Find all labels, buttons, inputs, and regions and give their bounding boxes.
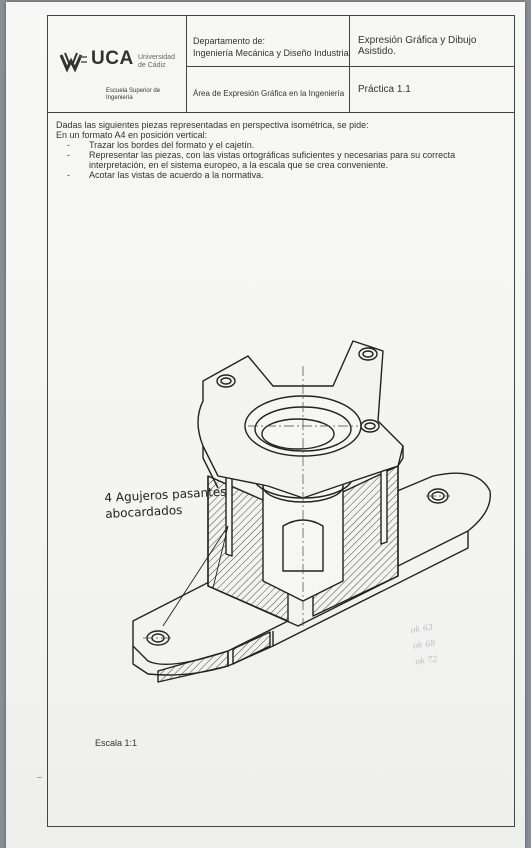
pencil-note: ok 68 [412,638,436,651]
uca-logo-icon [59,51,89,73]
department-label: Departamento de: [193,36,266,46]
logo-cell [48,16,187,112]
subject-name: Expresión Gráfica y Dibujo Asistido. [358,35,477,57]
department-cell [187,16,350,112]
annotation-line-2: abocardados [104,502,183,521]
task-item: - Trazar los bordes del formato y el cajetín. [67,140,255,150]
pencil-note: ok 72 [414,654,439,667]
practice-number: Práctica 1.1 [358,84,411,95]
annotation-line-1: 4 Agujeros pasantes [104,484,227,505]
holes-annotation [104,484,228,522]
pencil-note: ok 63 [410,622,434,635]
paper-sheet [6,2,525,848]
drawing-frame [47,15,515,827]
area-name: Área de Expresión Gráfica en la Ingeniería [193,89,345,98]
task-text: Acotar las vistas de acuerdo a la normativa. [89,170,264,180]
task-item: - Representar las piezas, con las vistas ortográficas suficientes y necesarias para su correcta interpretación, en el sistema europeo, a la escala que se crea conveniente. [67,150,456,170]
school-name: Escuela Superior de Ingeniería [106,88,161,101]
task-text: Trazar los bordes del formato y el cajetín. [89,140,255,150]
scale-label: Escala 1:1 [95,738,138,748]
statement-format: En un formato A4 en posición vertical: [56,130,208,140]
margin-mark [37,774,42,778]
subject-cell [350,16,514,112]
department-name: Ingeniería Mecánica y Diseño Industrial [193,48,351,58]
statement-intro: Dadas las siguientes piezas representadas en perspectiva isométrica, se pide: [56,120,369,130]
task-text: Representar las piezas, con las vistas ortográficas suficientes y necesarias para su correcta interpretación, en el sistema europeo, a la escala que se crea conveniente. [89,150,456,170]
exercise-statement [56,120,506,180]
task-item: - Acotar las vistas de acuerdo a la normativa. [67,170,264,180]
university-name: UCA [91,48,134,69]
title-block [48,16,514,113]
title-block-divider [187,66,514,67]
university-full-name: Universidad de Cádiz [138,54,175,69]
